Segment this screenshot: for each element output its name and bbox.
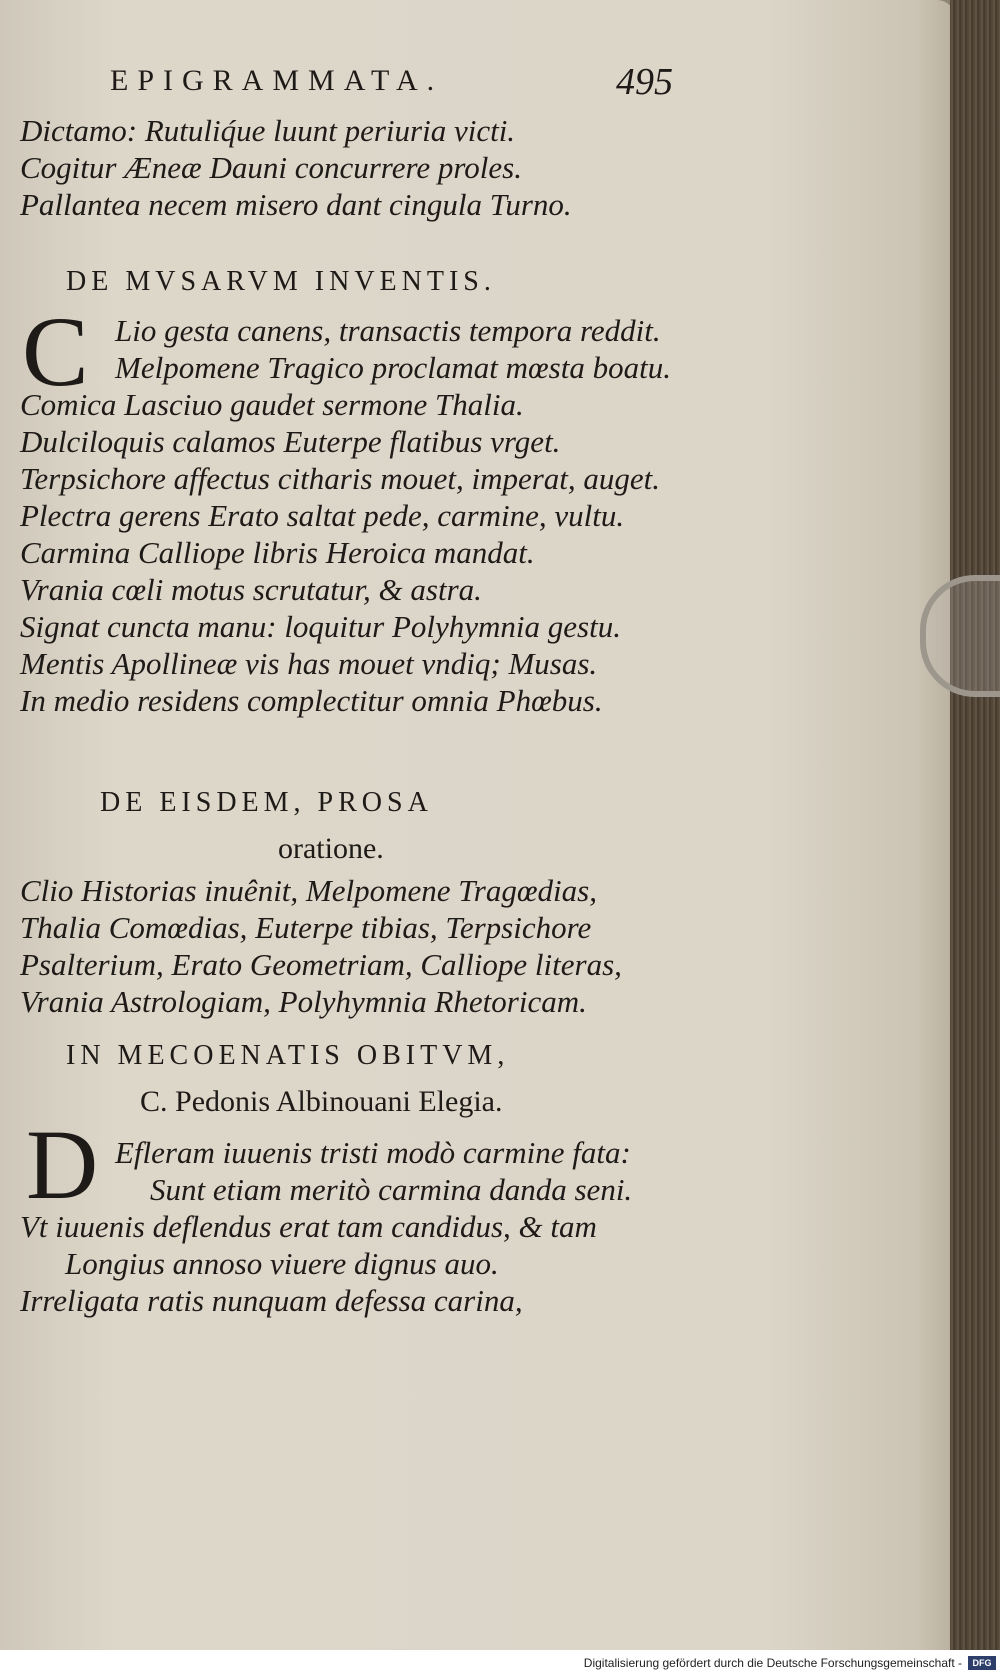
text-line: Vrania cœli motus scrutatur, & astra. [20, 572, 482, 607]
text-line: Dictamo: Rutuliq́ue luunt periuria victi. [20, 113, 516, 148]
drop-cap-d: D [26, 1109, 99, 1220]
text-line: Plectra gerens Erato saltat pede, carmine, vultu. [20, 498, 625, 533]
section2-prose [20, 872, 622, 1020]
section3-verses [20, 1134, 632, 1319]
section-heading-eisdem: DE EISDEM, PROSA [100, 787, 433, 818]
text-line: Mentis Apollineæ vis has mouet vndiq; Musas. [20, 646, 598, 681]
running-head: EPIGRAMMATA. [110, 64, 444, 97]
opening-lines [20, 112, 572, 223]
section1-verses [20, 312, 671, 719]
page-header [100, 60, 700, 110]
section-subheading-elegia: C. Pedonis Albinouani Elegia. [140, 1085, 503, 1118]
text-line: Melpomene Tragico proclamat mœsta boatu. [115, 350, 671, 385]
text-line: Clio Historias inuênit, Melpomene Tragœdias, [20, 873, 597, 908]
text-line: Cogitur Æneæ Dauni concurrere proles. [20, 150, 522, 185]
text-line: Comica Lasciuo gaudet sermone Thalia. [20, 387, 524, 422]
page-number: 495 [616, 61, 673, 103]
footer-credit: Digitalisierung gefördert durch die Deutsche Forschungsgemeinschaft - [583, 1656, 962, 1670]
book-edge [950, 0, 1000, 1650]
text-line: Pallantea necem misero dant cingula Turno. [20, 187, 572, 222]
section-heading-musarum: DE MVSARVM INVENTIS. [66, 266, 496, 297]
text-line: Thalia Comœdias, Euterpe tibias, Terpsichore [20, 910, 592, 945]
text-line: Efleram iuuenis tristi modò carmine fata: [115, 1135, 631, 1170]
text-line: Terpsichore affectus citharis mouet, imperat, auget. [20, 461, 661, 496]
text-line: Longius annoso viuere dignus auo. [65, 1246, 499, 1281]
text-line: Sunt etiam meritò carmina danda seni. [150, 1172, 633, 1207]
section-heading-mecoenatis: IN MECOENATIS OBITVM, [66, 1040, 510, 1071]
text-line: Psalterium, Erato Geometriam, Calliope literas, [20, 947, 622, 982]
text-line: Vt iuuenis deflendus erat tam candidus, & tam [20, 1209, 597, 1244]
text-line: Vrania Astrologiam, Polyhymnia Rhetoricam. [20, 984, 587, 1019]
text-line: Dulciloquis calamos Euterpe flatibus vrget. [20, 424, 561, 459]
section-subheading-oratione: oratione. [278, 832, 384, 865]
dfg-logo-icon: DFG [968, 1656, 996, 1670]
digitization-footer [0, 1650, 1000, 1679]
text-line: In medio residens complectitur omnia Phœbus. [20, 683, 603, 718]
text-line: Lio gesta canens, transactis tempora reddit. [115, 313, 661, 348]
text-line: Carmina Calliope libris Heroica mandat. [20, 535, 535, 570]
drop-cap-c: C [22, 296, 89, 407]
text-line: Signat cuncta manu: loquitur Polyhymnia gestu. [20, 609, 621, 644]
text-line: Irreligata ratis nunquam defessa carina, [20, 1283, 523, 1318]
